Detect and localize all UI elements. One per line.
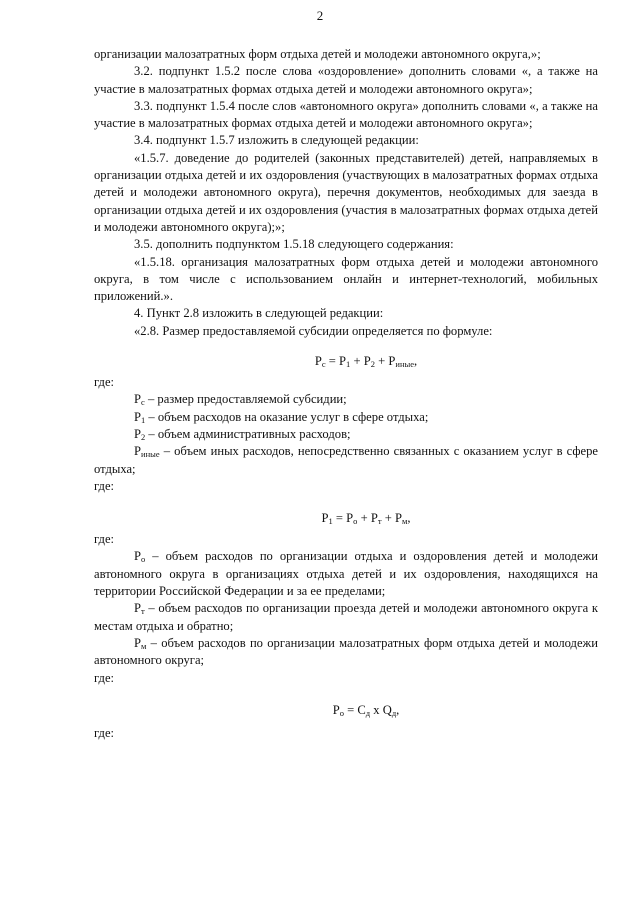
formula-symbol: P bbox=[332, 702, 340, 717]
def-symbol: P bbox=[134, 409, 142, 424]
paragraph-1-5-7: «1.5.7. доведение до родителей (законных представителей) детей, направляемых в организации отдыха детей и их оздоровления (участвующих в малозатратных формах отдыха детей и молодежи автономного округа), перечня документов, необходимых для заезда в организации отдыха детей и их оздоровления (участия в малозатратных формах отдыха детей и молодежи автономного округа);»; bbox=[94, 150, 599, 234]
formula-punct: , bbox=[414, 354, 418, 369]
formula-subscript: м bbox=[402, 516, 408, 527]
def-symbol: P bbox=[134, 635, 142, 650]
document-body bbox=[94, 46, 598, 742]
formula-p1 bbox=[94, 509, 598, 527]
def-text: – объем расходов по организации проезда детей и молодежи автономного округа к местам отдыха и обратно; bbox=[94, 601, 598, 633]
formula-symbol: P bbox=[346, 511, 354, 526]
def-subscript: 1 bbox=[141, 414, 146, 425]
def-symbol: P bbox=[134, 549, 142, 564]
def-symbol: P bbox=[134, 426, 142, 441]
formula-operator: + bbox=[384, 511, 392, 526]
definition-pt bbox=[94, 600, 598, 635]
formula-symbol: P bbox=[388, 354, 396, 369]
paragraph-2-8: «2.8. Размер предоставляемой субсидии определяется по формуле: bbox=[134, 323, 493, 338]
def-subscript: 2 bbox=[141, 431, 146, 442]
paragraph-3-5: 3.5. дополнить подпунктом 1.5.18 следующего содержания: bbox=[134, 237, 454, 252]
definition-p2 bbox=[94, 426, 598, 443]
definition-p1 bbox=[94, 409, 598, 426]
formula-operator: = bbox=[335, 511, 343, 526]
def-subscript: м bbox=[141, 640, 147, 651]
paragraph-3-2: 3.2. подпункт 1.5.2 после слова «оздоровление» дополнить словами «, а также на участие в малозатратных формах отдыха детей и молодежи автономного округа»; bbox=[94, 64, 598, 96]
def-text: – объем расходов по организации отдыха и оздоровления детей и молодежи автономного округа в организациях отдыха детей и их оздоровления, находящихся на территории Российской Федерации и за ее пределами; bbox=[94, 549, 598, 599]
formula-punct: , bbox=[407, 511, 411, 526]
formula-subscript: с bbox=[321, 359, 326, 370]
paragraph-1-5-18: «1.5.18. организация малозатратных форм отдыха детей и молодежи автономного округа, в том числе с использованием онлайн и интернет-технологий, мобильных приложений.». bbox=[94, 254, 598, 304]
def-subscript: иные bbox=[141, 449, 160, 460]
where-label: где: bbox=[94, 375, 115, 390]
formula-operator: + bbox=[360, 511, 368, 526]
formula-symbol: Q bbox=[382, 702, 392, 717]
paragraph-3-3: 3.3. подпункт 1.5.4 после слов «автономного округа» дополнить словами «, а также на участие в малозатратных формах отдыха детей и молодежи автономного округа»; bbox=[94, 98, 598, 131]
where-label: где: bbox=[94, 532, 115, 547]
formula-po bbox=[94, 701, 598, 719]
def-text: – объем расходов на оказание услуг в сфере отдыха; bbox=[145, 409, 429, 424]
formula-operator: = bbox=[328, 354, 336, 369]
def-subscript: с bbox=[141, 397, 145, 408]
where-label: где: bbox=[94, 725, 115, 740]
formula-subscript: 1 bbox=[328, 516, 333, 527]
formula-symbol: P bbox=[339, 354, 347, 369]
where-label: где: bbox=[94, 670, 115, 685]
formula-symbol: C bbox=[357, 702, 366, 717]
formula-punct: , bbox=[396, 702, 400, 717]
definition-pinye bbox=[94, 443, 598, 478]
definition-pm bbox=[94, 635, 598, 670]
formula-symbol: P bbox=[370, 511, 378, 526]
formula-subscript: д bbox=[365, 707, 371, 718]
formula-symbol: P bbox=[321, 511, 329, 526]
definition-po bbox=[94, 548, 598, 600]
paragraph-3-4: 3.4. подпункт 1.5.7 изложить в следующей редакции: bbox=[134, 133, 419, 148]
def-text: – объем иных расходов, непосредственно связанных с оказанием услуг в сфере отдыха; bbox=[94, 444, 598, 476]
formula-subscript: 1 bbox=[346, 359, 351, 370]
formula-symbol: P bbox=[363, 354, 371, 369]
def-symbol: P bbox=[134, 601, 142, 616]
where-label: где: bbox=[94, 478, 115, 493]
def-text: – объем административных расходов; bbox=[145, 426, 351, 441]
formula-subscript: 2 bbox=[370, 359, 375, 370]
formula-subscript: о bbox=[339, 707, 344, 718]
formula-subscript: о bbox=[353, 516, 358, 527]
formula-operator: + bbox=[353, 354, 361, 369]
page-number: 2 bbox=[316, 8, 324, 23]
formula-operator: x bbox=[373, 702, 380, 717]
def-text: – размер предоставляемой субсидии; bbox=[144, 392, 347, 407]
formula-subscript: иные bbox=[395, 359, 415, 370]
formula-operator: = bbox=[347, 702, 355, 717]
def-symbol: P bbox=[134, 444, 142, 459]
formula-symbol: P bbox=[394, 511, 402, 526]
def-subscript: о bbox=[141, 554, 146, 565]
formula-symbol: P bbox=[314, 354, 322, 369]
formula-operator: + bbox=[378, 354, 386, 369]
definition-pc bbox=[94, 391, 598, 408]
formula-subscript: д bbox=[391, 707, 397, 718]
formula-subsidy bbox=[94, 352, 598, 370]
formula-subscript: т bbox=[377, 516, 382, 527]
paragraph-continuation: организации малозатратных форм отдыха детей и молодежи автономного округа,»; bbox=[94, 47, 541, 61]
def-text: – объем расходов по организации малозатратных форм отдыха детей и молодежи автономного округа; bbox=[94, 635, 598, 668]
def-subscript: т bbox=[141, 606, 145, 617]
def-symbol: P bbox=[134, 392, 142, 407]
paragraph-4: 4. Пункт 2.8 изложить в следующей редакции: bbox=[134, 306, 384, 321]
